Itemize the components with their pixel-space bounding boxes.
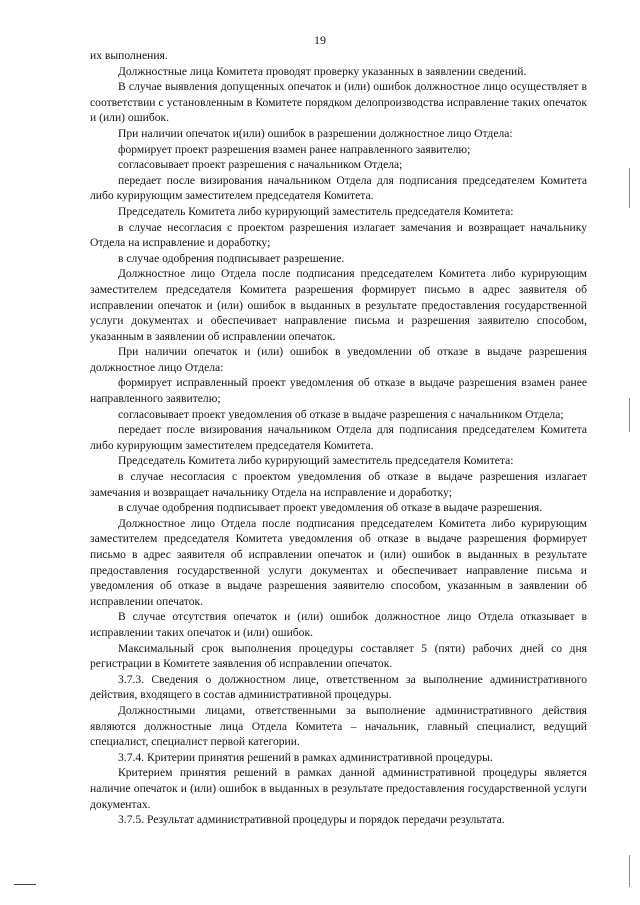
paragraph: в случае несогласия с проектом уведомления об отказе в выдаче разрешения излагает замечания и возвращает начальнику Отдела на исправление и доработку; (90, 470, 587, 499)
paragraph: их выполнения. (90, 49, 168, 62)
paragraph: Должностные лица Комитета проводят проверку указанных в заявлении сведений. (118, 64, 527, 78)
paragraph: При наличии опечаток и(или) ошибок в разрешении должностное лицо Отдела: (118, 126, 513, 140)
paragraph: в случае одобрения подписывает разрешение. (118, 251, 345, 265)
paragraph: Председатель Комитета либо курирующий заместитель председателя Комитета: (118, 204, 514, 218)
paragraph: передает после визирования начальником Отдела для подписания председателем Комитета либо курирующим заместителем председателя Комитета. (90, 423, 587, 452)
scan-edge-mark (629, 398, 630, 432)
paragraph: Максимальный срок выполнения процедуры составляет 5 (пяти) рабочих дней со дня регистрации в Комитете заявления об исправлении опечаток. (90, 641, 587, 671)
paragraph: При наличии опечаток и (или) ошибок в уведомлении об отказе в выдаче разрешения должностное лицо Отдела: (90, 345, 587, 374)
document-body (90, 48, 587, 828)
paragraph: согласовывает проект разрешения с начальником Отдела; (118, 158, 403, 172)
paragraph: В случае выявления допущенных опечаток и (или) ошибок должностное лицо осуществляет в соответствии с установленным в Комитете порядком делопроизводства исправление таких опечаток и (или) ошибок. (90, 80, 587, 125)
paragraph: в случае несогласия с проектом разрешения излагает замечания и возвращает начальнику Отдела на исправление и доработку; (90, 220, 587, 250)
scan-margin-mark (14, 884, 36, 885)
scan-edge-mark (629, 855, 630, 887)
paragraph: 3.7.3. Сведения о должностном лице, ответственном за выполнение административного действия, входящего в состав административной процедуры. (90, 672, 587, 702)
paragraph: формирует проект разрешения взамен ранее направленного заявителю; (118, 142, 471, 156)
page-number: 19 (314, 33, 326, 47)
paragraph: передает после визирования начальником Отдела для подписания председателем Комитета либо курирующим заместителем председателя Комитета. (90, 173, 587, 203)
paragraph: в случае одобрения подписывает проект уведомления об отказе в выдаче разрешения. (118, 501, 543, 515)
paragraph: Критерием принятия решений в рамках данной административной процедуры является наличие опечаток и (или) ошибок в выданных в результате предоставления государственной услуги документах. (90, 766, 587, 811)
paragraph: согласовывает проект уведомления об отказе в выдаче разрешения с начальником Отдела; (118, 407, 564, 421)
paragraph: Должностными лицами, ответственными за выполнение административного действия являются должностные лица Отдела Комитета – начальник, главный специалист, ведущий специалист, специалист первой категории. (90, 703, 587, 749)
paragraph: Председатель Комитета либо курирующий заместитель председателя Комитета: (118, 454, 514, 468)
paragraph: Должностное лицо Отдела после подписания председателем Комитета либо курирующим заместителем председателя Комитета уведомления об отказе в выдаче разрешения формирует письмо в адрес заявителя об исправлении опечаток и (или) ошибок в выданных в результате предоставления государственной услуги документах и обеспечивает направление письма и уведомления об отказе в выдаче разрешения заявителю способом, указанным в заявлении об исправлении опечаток. (90, 516, 587, 608)
paragraph: В случае отсутствия опечаток и (или) ошибок должностное лицо Отдела отказывает в исправлении таких опечаток и (или) ошибок. (90, 610, 587, 639)
scan-edge-mark (629, 168, 630, 208)
paragraph: Должностное лицо Отдела после подписания председателем Комитета либо курирующим заместителем председателя Комитета разрешения формирует письмо в адрес заявителя об исправлении опечаток и (или) ошибок в выданных в результате предоставления государственной услуги документах и обеспечивает направление письма и разрешения заявителю способом, указанным в заявлении об исправлении опечаток. (90, 267, 587, 343)
paragraph: 3.7.5. Результат административной процедуры и порядок передачи результата. (118, 813, 505, 827)
paragraph: 3.7.4. Критерии принятия решений в рамках административной процедуры. (118, 750, 493, 764)
paragraph: формирует исправленный проект уведомления об отказе в выдаче разрешения взамен ранее направленного заявителю; (90, 376, 587, 406)
